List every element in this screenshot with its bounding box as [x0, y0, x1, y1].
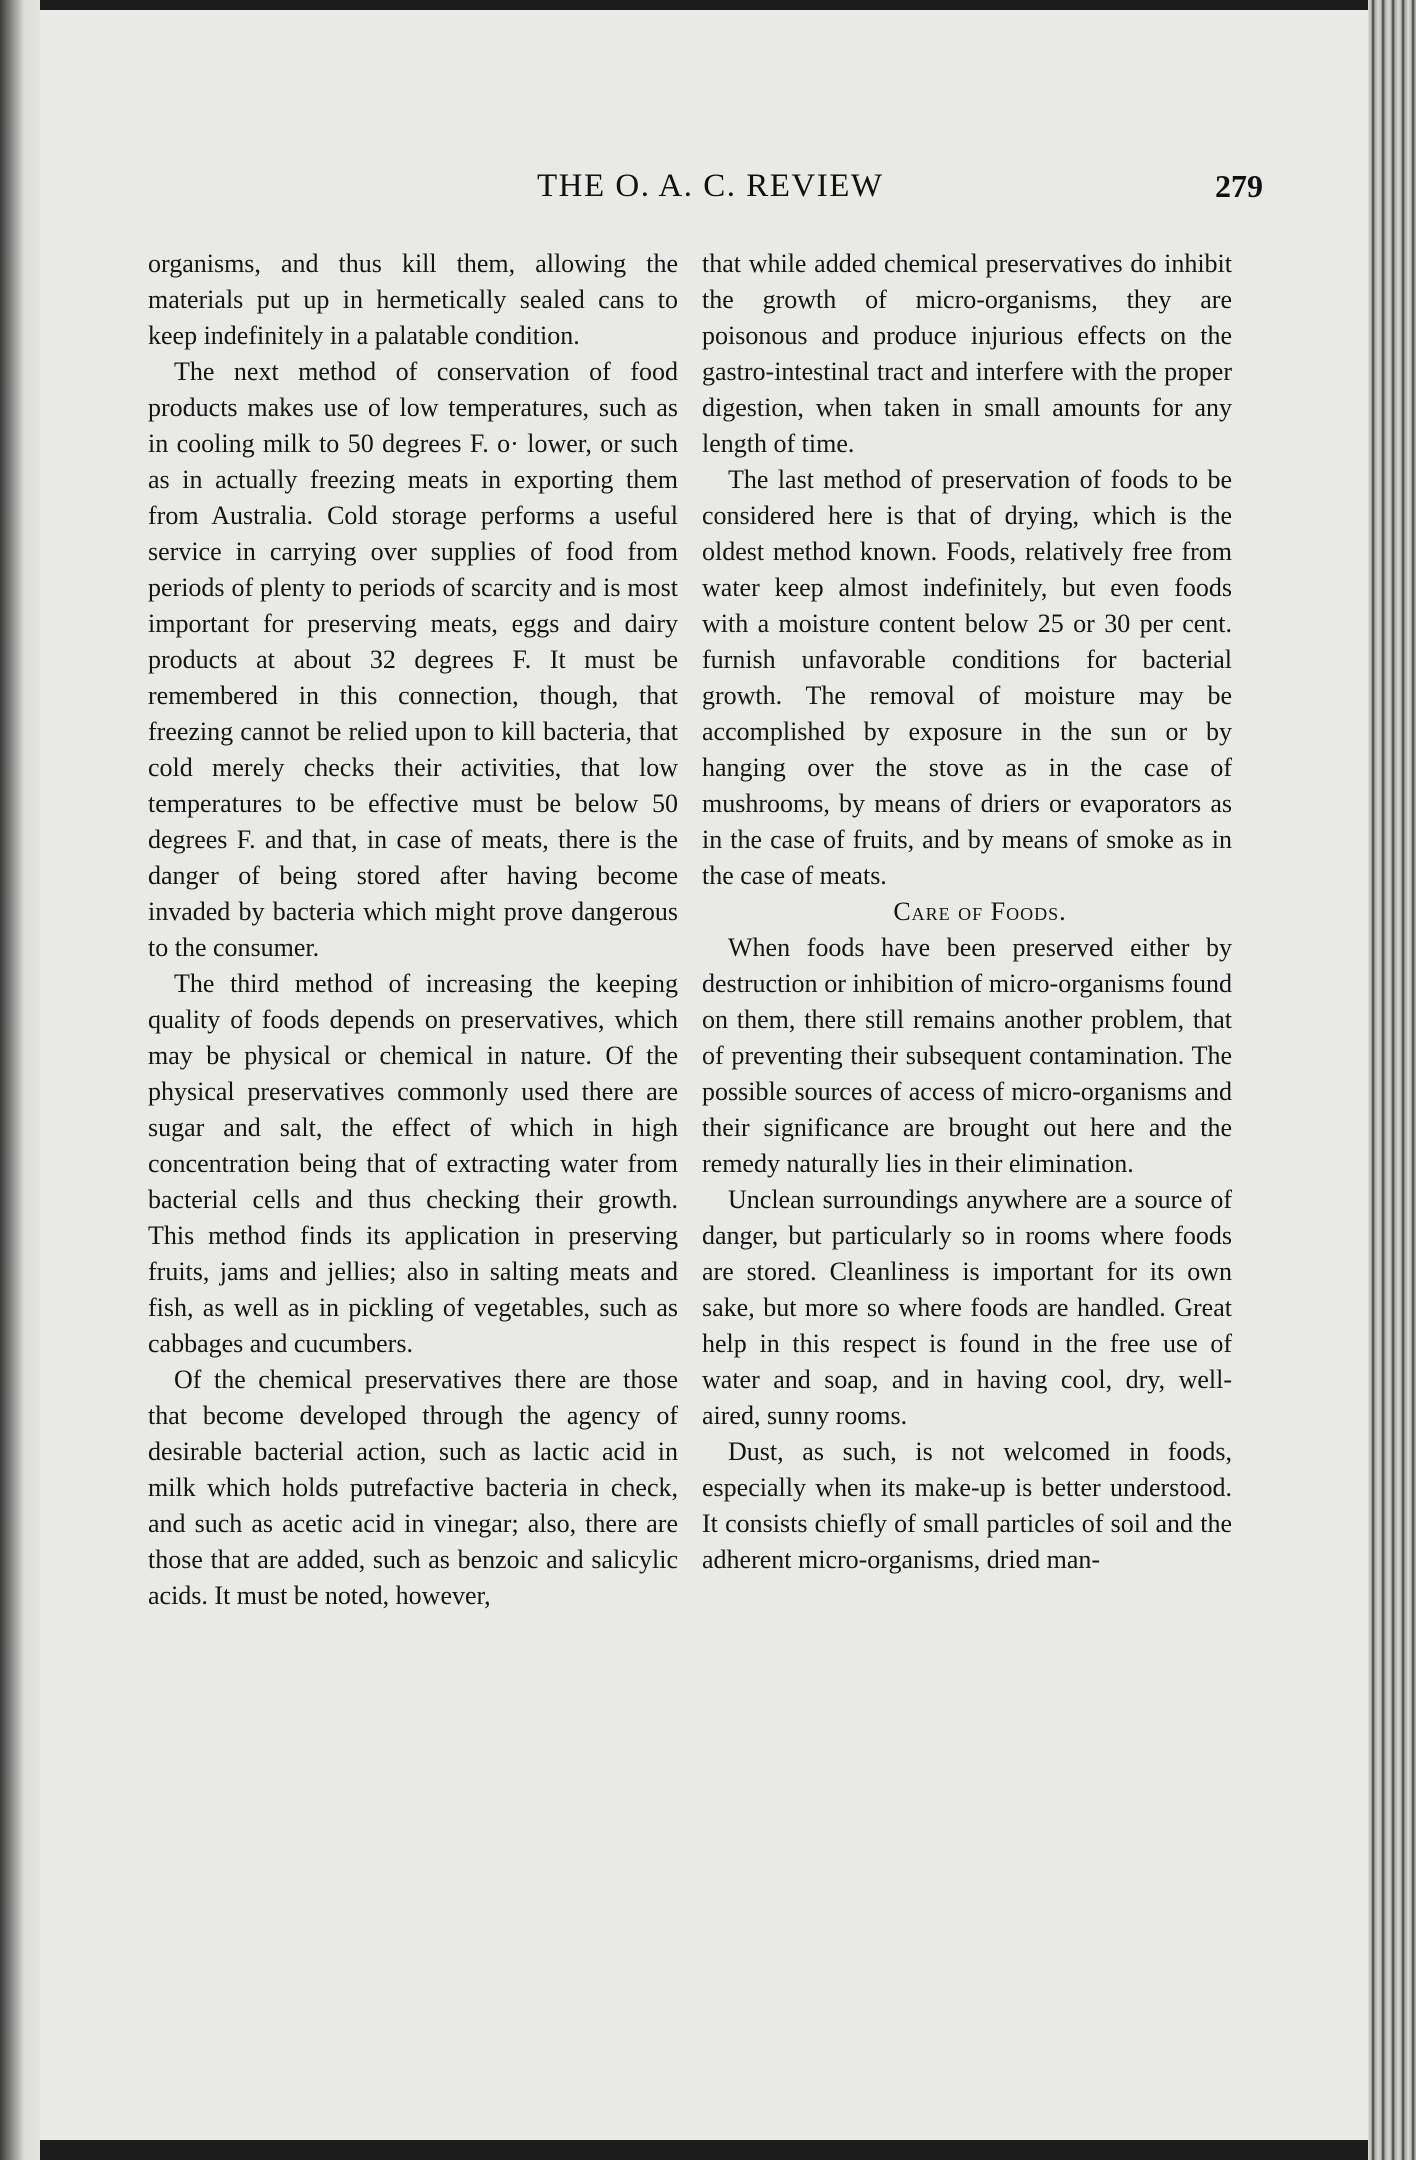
paragraph: The third method of increasing the keeping quality of foods depends on preservatives, which may be physical or chemical in nature. Of the physical preservatives commonly used there are sugar and salt, the effect of which in high concentration being that of extracting water from bacterial cells and thus checking their growth. This method finds its application in preserving fruits, jams and jellies; also in salting meats and fish, as well as in pickling of vegetables, such as cabbages and cucumbers. [148, 969, 678, 1358]
paragraph: that while added chemical preservatives do inhibit the growth of micro-organisms, they are poisonous and produce injurious effects on the gastro-intestinal tract and interfere with the proper digestion, when taken in small amounts for any length of time. [702, 249, 1232, 458]
paragraph: When foods have been preserved either by destruction or inhibition of micro-organisms found on them, there still remains another problem, that of preventing their subsequent contamination. The possible sources of access of micro-organisms and their significance are brought out here and the remedy naturally lies in their elimination. [702, 933, 1232, 1178]
right-column [702, 246, 1232, 1578]
paragraph: Unclean surroundings anywhere are a source of danger, but particularly so in rooms where foods are stored. Cleanliness is important for its own sake, but more so where foods are handled. Great help in this respect is found in the free use of water and soap, and in having cool, dry, well-aired, sunny rooms. [702, 1185, 1232, 1430]
left-column [148, 246, 678, 1614]
page-number: 279 [1215, 168, 1263, 204]
paragraph: Dust, as such, is not welcomed in foods, especially when its make-up is better understood. It consists chiefly of small particles of soil and the adherent micro-organisms, dried man- [702, 1437, 1232, 1574]
page-left-shadow [0, 0, 40, 2160]
paragraph: organisms, and thus kill them, allowing the materials put up in hermetically sealed cans to keep indefinitely in a palatable condition. [148, 249, 678, 350]
paragraph: The last method of preservation of foods to be considered here is that of drying, which is the oldest method known. Foods, relatively free from water keep almost indefinitely, but even foods with a moisture content below 25 or 30 per cent. furnish unfavorable conditions for bacterial growth. The removal of moisture may be accomplished by exposure in the sun or by hanging over the stove as in the case of mushrooms, by means of driers or evaporators as in the case of fruits, and by means of smoke as in the case of meats. [702, 465, 1232, 890]
running-title: THE O. A. C. REVIEW [537, 168, 884, 204]
book-page-edges [1368, 0, 1416, 2160]
paragraph: Of the chemical preservatives there are those that become developed through the agency of desirable bacterial action, such as lactic acid in milk which holds putrefactive bacteria in check, and such as acetic acid in vinegar; also, there are those that are added, such as benzoic and salicylic acids. It must be noted, however, [148, 1365, 678, 1610]
paragraph: The next method of conservation of food products makes use of low temperatures, such as in cooling milk to 50 degrees F. o· lower, or such as in actually freezing meats in exporting them from Australia. Cold storage performs a useful service in carrying over supplies of food from periods of plenty to periods of scarcity and is most important for preserving meats, eggs and dairy products at about 32 degrees F. It must be remembered in this connection, though, that freezing cannot be relied upon to kill bacteria, that cold merely checks their activities, that low temperatures to be effective must be below 50 degrees F. and that, in case of meats, there is the danger of being stored after having become invaded by bacteria which might prove dangerous to the consumer. [148, 357, 678, 962]
section-heading: Care of Foods. [893, 897, 1067, 926]
scanned-page [40, 10, 1370, 2140]
